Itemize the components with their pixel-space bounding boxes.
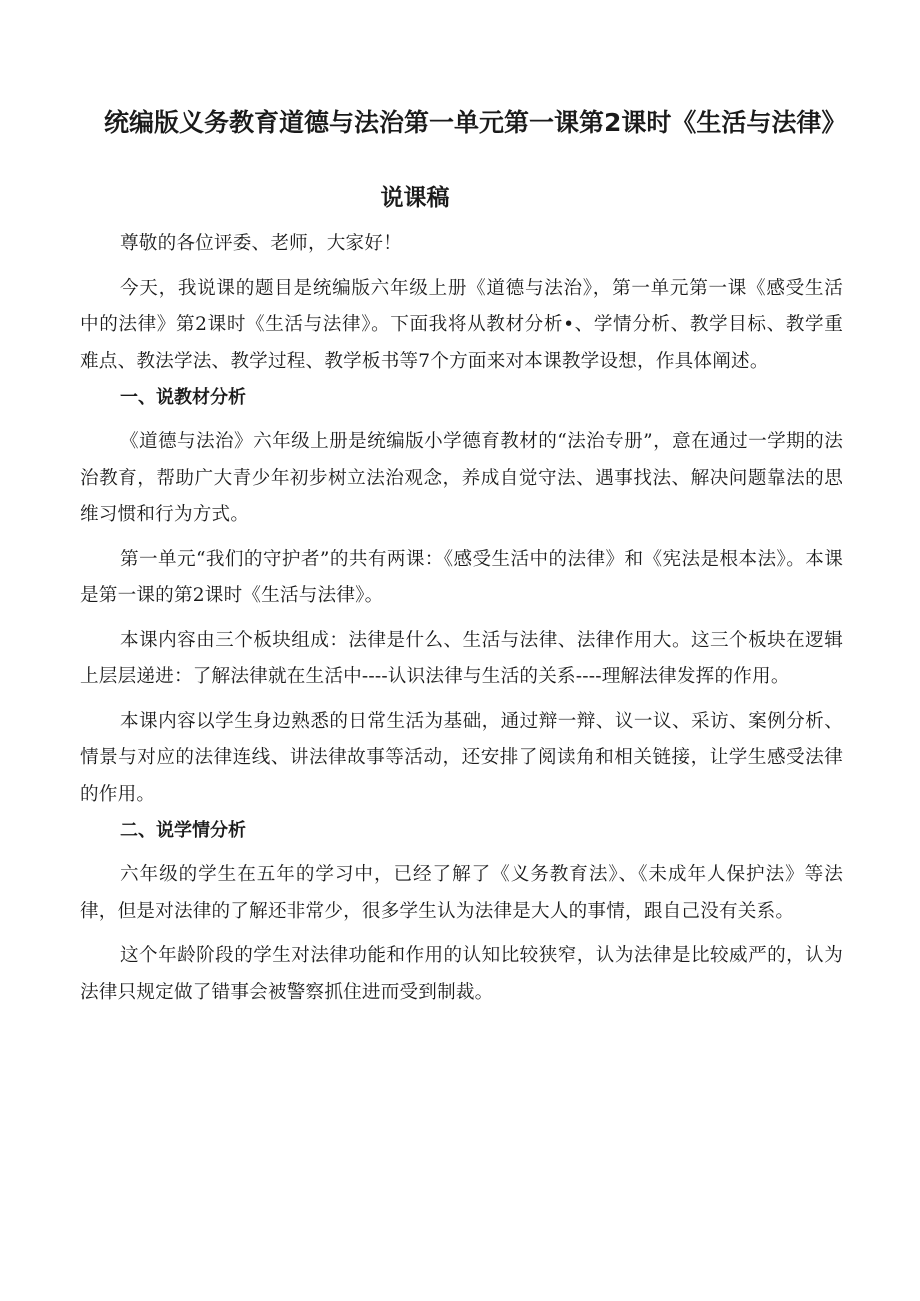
body-paragraph: 《道德与法治》六年级上册是统编版小学德育教材的“法治专册”，意在通过一学期的法治教育，帮助广大青少年初步树立法治观念，养成自觉守法、遇事找法、解决问题靠法的思维习惯和行为方式。	[80, 431, 843, 525]
document-subtitle: 说课稿	[380, 185, 450, 211]
intro-paragraph: 今天，我说课的题目是统编版六年级上册《道德与法治》，第一单元第一课《感受生活中的法律》第2课时《生活与法律》。下面我将从教材分析•、学情分析、教学目标、教学重难点、教法学法、教学过程、教学板书等7个方面来对本课教学设想，作具体阐述。	[80, 277, 843, 372]
body-paragraph: 本课内容以学生身边熟悉的日常生活为基础，通过辩一辩、议一议、采访、案例分析、情景与对应的法律连线、讲法律故事等活动，还安排了阅读角和相关链接，让学生感受法律的作用。	[80, 710, 843, 805]
body-paragraph: 第一单元“我们的守护者”的共有两课：《感受生活中的法律》和《宪法是根本法》。本课是第一课的第2课时《生活与法律》。	[80, 548, 843, 606]
body-paragraph: 六年级的学生在五年的学习中，已经了解了《义务教育法》、《未成年人保护法》等法律，但是对法律的了解还非常少，很多学生认为法律是大人的事情，跟自己没有关系。	[80, 864, 843, 922]
greeting-paragraph: 尊敬的各位评委、老师，大家好！	[120, 233, 402, 254]
body-paragraph: 这个年龄阶段的学生对法律功能和作用的认知比较狭窄，认为法律是比较威严的，认为法律只规定做了错事会被警察抓住进而受到制裁。	[80, 945, 843, 1003]
section-heading-textbook-analysis: 一、说教材分析	[120, 387, 246, 408]
document-title: 统编版义务教育道德与法治第一单元第一课第2课时《生活与法律》	[104, 108, 847, 137]
body-paragraph: 本课内容由三个板块组成：法律是什么、生活与法律、法律作用大。这三个板块在逻辑上层层递进：了解法律就在生活中----认识法律与生活的关系----理解法律发挥的作用。	[80, 629, 843, 687]
section-heading-student-analysis: 二、说学情分析	[120, 820, 246, 841]
document-body	[80, 226, 843, 1011]
